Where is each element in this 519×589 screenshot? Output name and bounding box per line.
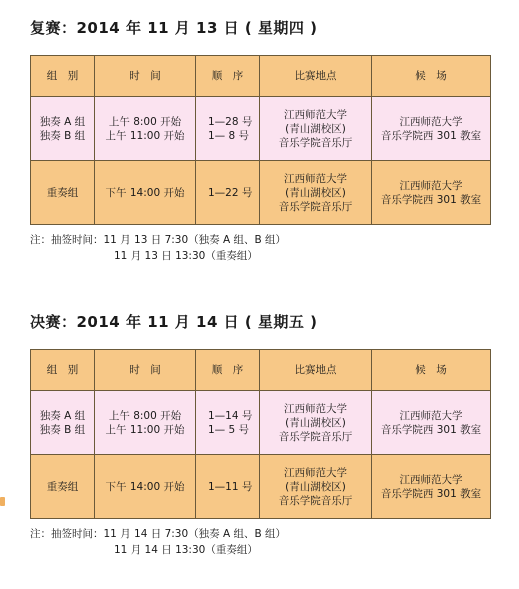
header-group: 组 别 bbox=[31, 350, 95, 391]
round-2-title: 决赛：2014 年 11 月 14 日 ( 星期五 ) bbox=[30, 313, 318, 331]
cell-line: 重奏组 bbox=[46, 480, 79, 493]
cell-group bbox=[31, 161, 95, 225]
round-2-table bbox=[30, 349, 491, 519]
cell-order bbox=[196, 455, 260, 519]
cell-line: 上午 11:00 开始 bbox=[105, 129, 185, 142]
cell-line: (青山湖校区) bbox=[285, 480, 346, 493]
cell-waiting bbox=[372, 455, 491, 519]
cell-line: 江西师范大学 bbox=[284, 402, 347, 415]
table-row bbox=[31, 161, 491, 225]
cell-line: 音乐学院西 301 教室 bbox=[380, 487, 482, 500]
cell-line: 独奏 B 组 bbox=[39, 129, 86, 142]
cell-group bbox=[31, 391, 95, 455]
round-2-note bbox=[30, 526, 490, 558]
cell-line: 音乐学院音乐厅 bbox=[278, 200, 353, 213]
note-line: 11 月 13 日 13:30（重奏组） bbox=[114, 250, 258, 262]
cell-venue bbox=[260, 391, 372, 455]
table-header-row bbox=[31, 56, 491, 97]
table-row bbox=[31, 391, 491, 455]
note-line: 注：抽签时间：11 月 13 日 7:30（独奏 A 组、B 组） bbox=[30, 234, 287, 246]
table-row bbox=[31, 97, 491, 161]
cell-line: 上午 11:00 开始 bbox=[105, 423, 185, 436]
cell-order bbox=[196, 391, 260, 455]
header-time: 时 间 bbox=[95, 350, 196, 391]
cell-line: 江西师范大学 bbox=[399, 115, 463, 128]
cell-line: 音乐学院音乐厅 bbox=[278, 136, 353, 149]
cell-line: 上午 8:00 开始 bbox=[108, 115, 182, 128]
cell-line: 1— 8 号 bbox=[208, 129, 250, 142]
cell-time bbox=[95, 161, 196, 225]
table-row bbox=[31, 455, 491, 519]
cell-line: 江西师范大学 bbox=[284, 108, 347, 121]
header-venue: 比赛地点 bbox=[260, 350, 372, 391]
cell-line: 江西师范大学 bbox=[399, 409, 463, 422]
note-line: 注：抽签时间：11 月 14 日 7:30（独奏 A 组、B 组） bbox=[30, 528, 287, 540]
cell-venue bbox=[260, 161, 372, 225]
round-1-note bbox=[30, 232, 490, 264]
cell-line: 独奏 A 组 bbox=[39, 409, 86, 422]
cell-line: 音乐学院西 301 教室 bbox=[380, 193, 482, 206]
header-time: 时 间 bbox=[95, 56, 196, 97]
cell-line: 音乐学院西 301 教室 bbox=[380, 423, 482, 436]
cell-line: 1— 5 号 bbox=[208, 423, 250, 436]
table-header-row bbox=[31, 350, 491, 391]
cell-line: 下午 14:00 开始 bbox=[105, 186, 185, 199]
round-2-section bbox=[30, 312, 490, 558]
cell-waiting bbox=[372, 161, 491, 225]
cell-line: (青山湖校区) bbox=[285, 122, 346, 135]
round-1-table bbox=[30, 55, 491, 225]
cell-line: 江西师范大学 bbox=[284, 172, 347, 185]
header-venue: 比赛地点 bbox=[260, 56, 372, 97]
cell-order bbox=[196, 161, 260, 225]
header-order: 顺 序 bbox=[196, 350, 260, 391]
cell-line: 音乐学院西 301 教室 bbox=[380, 129, 482, 142]
cell-line: 音乐学院音乐厅 bbox=[278, 494, 353, 507]
round-1-title: 复赛：2014 年 11 月 13 日 ( 星期四 ) bbox=[30, 19, 318, 37]
cell-line: 江西师范大学 bbox=[399, 473, 463, 486]
header-order: 顺 序 bbox=[196, 56, 260, 97]
header-group: 组 别 bbox=[31, 56, 95, 97]
cell-line: 1—22 号 bbox=[208, 186, 253, 199]
cell-time bbox=[95, 97, 196, 161]
cell-time bbox=[95, 455, 196, 519]
cell-line: 下午 14:00 开始 bbox=[105, 480, 185, 493]
cell-line: 江西师范大学 bbox=[399, 179, 463, 192]
cell-time bbox=[95, 391, 196, 455]
note-line: 11 月 14 日 13:30（重奏组） bbox=[114, 544, 258, 556]
cell-line: 重奏组 bbox=[46, 186, 79, 199]
cell-group bbox=[31, 455, 95, 519]
cell-venue bbox=[260, 455, 372, 519]
cell-line: (青山湖校区) bbox=[285, 186, 346, 199]
cell-venue bbox=[260, 97, 372, 161]
cell-line: 音乐学院音乐厅 bbox=[278, 430, 353, 443]
cell-waiting bbox=[372, 391, 491, 455]
cell-line: 1—28 号 bbox=[208, 115, 253, 128]
cell-line: (青山湖校区) bbox=[285, 416, 346, 429]
round-1-section bbox=[30, 18, 490, 264]
edge-decoration bbox=[0, 497, 5, 506]
cell-waiting bbox=[372, 97, 491, 161]
cell-line: 江西师范大学 bbox=[284, 466, 347, 479]
header-waiting: 候 场 bbox=[372, 56, 491, 97]
cell-order bbox=[196, 97, 260, 161]
cell-group bbox=[31, 97, 95, 161]
cell-line: 1—14 号 bbox=[208, 409, 253, 422]
cell-line: 上午 8:00 开始 bbox=[108, 409, 182, 422]
cell-line: 独奏 B 组 bbox=[39, 423, 86, 436]
cell-line: 独奏 A 组 bbox=[39, 115, 86, 128]
cell-line: 1—11 号 bbox=[208, 480, 253, 493]
header-waiting: 候 场 bbox=[372, 350, 491, 391]
